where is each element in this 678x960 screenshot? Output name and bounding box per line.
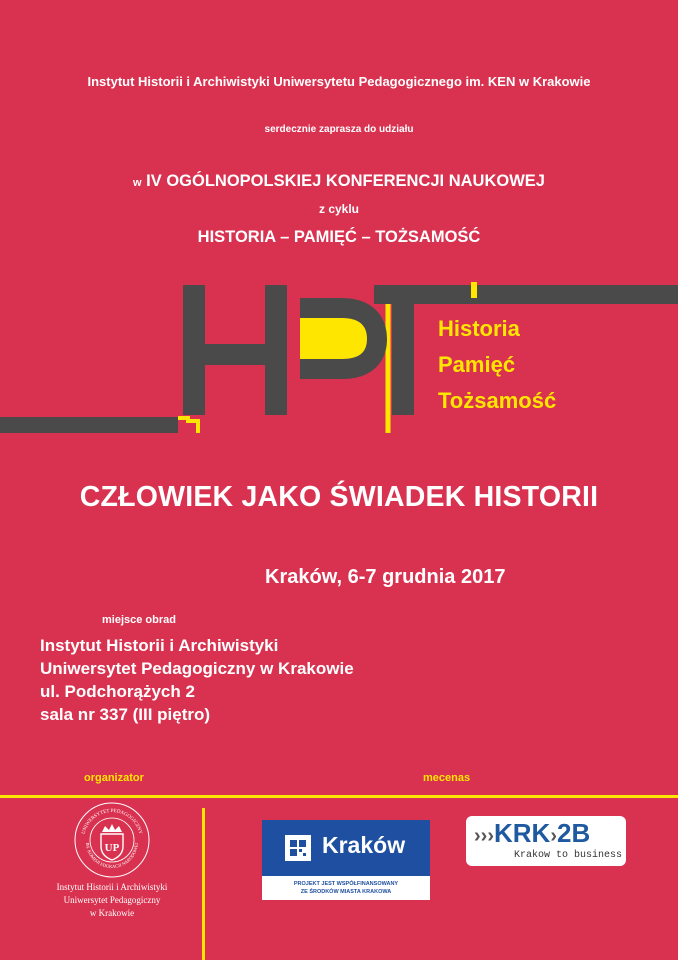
venue-label: miejsce obrad — [102, 614, 176, 626]
organizer-name — [44, 881, 180, 920]
patron-label: mecenas — [423, 772, 471, 784]
venue-line: Uniwersytet Pedagogiczny w Krakowie — [40, 659, 354, 678]
seal-top-text: UNIWERSYTET PEDAGOGICZNY — [81, 808, 143, 835]
venue-address — [40, 634, 354, 726]
seal-monogram: UP — [104, 842, 120, 854]
krakow-cofinancing-note — [262, 876, 430, 900]
cycle-title: HISTORIA – PAMIĘĆ – TOŻSAMOŚĆ — [197, 228, 481, 246]
organizer-label: organizator — [84, 772, 144, 784]
university-seal-icon — [72, 800, 152, 880]
krk2b-brand-b: 2B — [557, 818, 591, 848]
seal-bottom-text: IM. KOMISJI EDUKACJI NARODOWEJ — [84, 842, 140, 870]
hpt-logo-graphic — [0, 282, 678, 433]
krakow-note-line: PROJEKT JEST WSPÓŁFINANSOWANY — [293, 881, 399, 887]
krakow-city-logo-icon — [285, 835, 311, 861]
krakow-logo — [262, 820, 430, 876]
conference-name-text: IV OGÓLNOPOLSKIEJ KONFERENCJI NAUKOWEJ — [146, 172, 545, 190]
organizer-line: Instytut Historii i Archiwistyki Uniwersytetu Pedagogicznego im. KEN w Krakowie — [87, 74, 591, 89]
krakow-note-line: ZE ŚRODKÓW MIASTA KRAKOWA — [300, 889, 392, 895]
krk2b-brand-a: KRK — [493, 818, 551, 848]
krk2b-separator-icon: › — [550, 825, 557, 847]
organizer-name-line: w Krakowie — [89, 908, 135, 918]
logo-words — [438, 311, 556, 419]
krk2b-tagline: Krakow to business — [514, 850, 623, 861]
venue-line: sala nr 337 (III piętro) — [40, 705, 211, 724]
krk2b-logo — [466, 816, 626, 866]
venue-line: Instytut Historii i Archiwistyki — [40, 636, 279, 655]
main-title: CZŁOWIEK JAKO ŚWIADEK HISTORII — [79, 481, 599, 513]
conference-prefix: w — [133, 177, 142, 189]
krk2b-brand — [474, 818, 590, 849]
invitation-line: serdecznie zaprasza do udziału — [264, 124, 414, 135]
logo-word-historia: Historia — [438, 316, 520, 341]
date-location: Kraków, 6-7 grudnia 2017 — [265, 566, 506, 588]
krakow-name: Kraków — [322, 832, 406, 858]
krk2b-chevrons-icon: ››› — [474, 825, 494, 847]
venue-line: ul. Podchorążych 2 — [40, 682, 195, 701]
logo-word-tozsamosc: Tożsamość — [438, 388, 557, 413]
organizer-name-line: Instytut Historii i Archiwistyki — [56, 882, 168, 892]
cycle-intro: z cyklu — [318, 202, 360, 216]
logo-word-pamiec: Pamięć — [438, 352, 516, 377]
organizer-name-line: Uniwersytet Pedagogiczny — [63, 895, 161, 905]
